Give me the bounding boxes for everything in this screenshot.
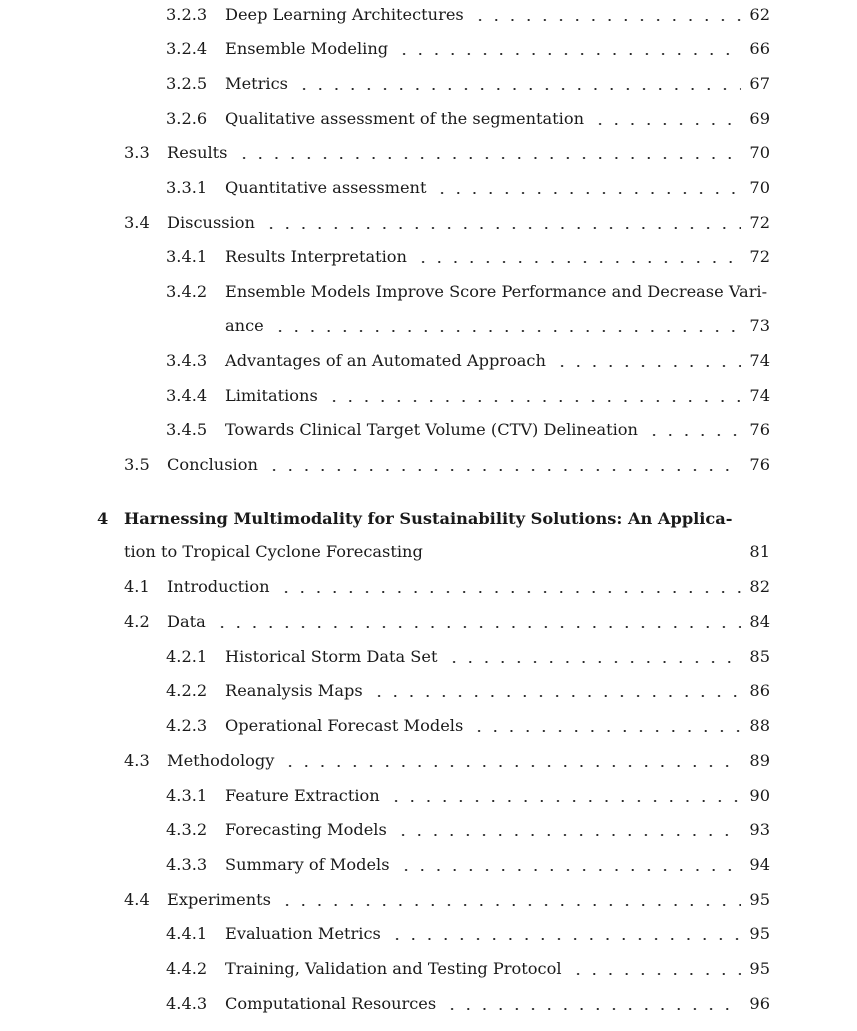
leader-dots — [0, 107, 857, 131]
leader-dots — [0, 72, 857, 96]
entry-number: 4.3 — [124, 751, 150, 770]
entry-title: Introduction — [167, 577, 270, 596]
toc-entry[interactable] — [0, 679, 857, 703]
toc-chapter-entry[interactable] — [0, 507, 857, 531]
leader-dots — [0, 3, 857, 27]
entry-title: Towards Clinical Target Volume (CTV) Delineation — [225, 420, 638, 439]
leader-dots — [0, 349, 857, 373]
entry-number: 4.3.1 — [166, 786, 208, 805]
toc-entry[interactable] — [0, 418, 857, 442]
toc-entry[interactable] — [0, 853, 857, 877]
entry-number: 3.4.3 — [166, 351, 208, 370]
entry-number: 4.4 — [124, 890, 150, 909]
toc-entry[interactable] — [0, 280, 857, 304]
toc-entry[interactable] — [0, 818, 857, 842]
entry-page-number: 72 — [749, 247, 770, 266]
leader-dots — [0, 922, 857, 946]
entry-page-number: 81 — [749, 542, 770, 561]
entry-page-number: 86 — [749, 681, 770, 700]
entry-page-number: 76 — [749, 420, 770, 439]
entry-number: 3.4.2 — [166, 282, 208, 301]
leader-dots — [0, 749, 857, 773]
entry-number: 4.3.3 — [166, 855, 208, 874]
entry-number: 3.4.4 — [166, 386, 208, 405]
entry-page-number: 95 — [749, 924, 770, 943]
leader-dots — [0, 714, 857, 738]
entry-page-number: 62 — [749, 5, 770, 24]
entry-page-number: 74 — [749, 386, 770, 405]
entry-page-number: 94 — [749, 855, 770, 874]
entry-title: Advantages of an Automated Approach — [225, 351, 546, 370]
toc-entry[interactable] — [0, 749, 857, 773]
toc-entry[interactable] — [0, 3, 857, 27]
entry-title: Data — [167, 612, 206, 631]
entry-title: Training, Validation and Testing Protocol — [225, 959, 562, 978]
toc-entry[interactable] — [0, 176, 857, 200]
entry-title: Metrics — [225, 74, 288, 93]
entry-page-number: 74 — [749, 351, 770, 370]
entry-title: Discussion — [167, 213, 255, 232]
toc-entry[interactable] — [0, 107, 857, 131]
leader-dots — [0, 818, 857, 842]
entry-title: Evaluation Metrics — [225, 924, 381, 943]
entry-title: Operational Forecast Models — [225, 716, 464, 735]
entry-page-number: 84 — [749, 612, 770, 631]
entry-title: Results — [167, 143, 228, 162]
leader-dots — [0, 211, 857, 235]
entry-page-number: 72 — [749, 213, 770, 232]
toc-entry[interactable] — [0, 141, 857, 165]
entry-title: Methodology — [167, 751, 275, 770]
entry-title: Ensemble Models Improve Score Performance and Decrease Vari- — [225, 282, 768, 301]
entry-number: 3.4.1 — [166, 247, 208, 266]
entry-title: Feature Extraction — [225, 786, 380, 805]
entry-page-number: 66 — [749, 39, 770, 58]
leader-dots — [0, 888, 857, 912]
toc-entry[interactable] — [0, 888, 857, 912]
entry-page-number: 69 — [749, 109, 770, 128]
leader-dots — [0, 679, 857, 703]
entry-title: Limitations — [225, 386, 318, 405]
entry-title: Computational Resources — [225, 994, 437, 1013]
leader-dots — [0, 141, 857, 165]
entry-title: Results Interpretation — [225, 247, 407, 266]
toc-entry[interactable] — [0, 784, 857, 808]
leader-dots — [0, 575, 857, 599]
leader-dots — [0, 610, 857, 634]
toc-entry[interactable] — [0, 714, 857, 738]
entry-title: Historical Storm Data Set — [225, 647, 438, 666]
toc-entry[interactable] — [0, 211, 857, 235]
toc-entry[interactable] — [0, 957, 857, 981]
entry-title: Deep Learning Architectures — [225, 5, 464, 24]
toc-entry[interactable] — [0, 992, 857, 1016]
leader-dots — [0, 957, 857, 981]
entry-title: Quantitative assessment — [225, 178, 427, 197]
entry-page-number: 95 — [749, 959, 770, 978]
entry-title: Summary of Models — [225, 855, 390, 874]
leader-dots — [0, 384, 857, 408]
toc-chapter-entry[interactable] — [0, 540, 857, 564]
entry-number: 4.3.2 — [166, 820, 208, 839]
leader-dots — [0, 784, 857, 808]
entry-number: 4.4.2 — [166, 959, 208, 978]
entry-page-number: 70 — [749, 143, 770, 162]
entry-number: 3.3 — [124, 143, 150, 162]
leader-dots — [0, 245, 857, 269]
entry-page-number: 76 — [749, 455, 770, 474]
entry-title: ance — [225, 316, 264, 335]
entry-number: 3.2.5 — [166, 74, 208, 93]
entry-number: 3.5 — [124, 455, 150, 474]
entry-number: 3.3.1 — [166, 178, 208, 197]
toc-entry[interactable] — [0, 645, 857, 669]
entry-page-number: 85 — [749, 647, 770, 666]
toc-entry[interactable] — [0, 453, 857, 477]
leader-dots — [0, 37, 857, 61]
entry-page-number: 90 — [749, 786, 770, 805]
entry-number: 3.4.5 — [166, 420, 208, 439]
entry-title: Experiments — [167, 890, 271, 909]
toc-entry[interactable] — [0, 72, 857, 96]
entry-number: 4.4.1 — [166, 924, 208, 943]
entry-title: Ensemble Modeling — [225, 39, 389, 58]
entry-number: 4 — [97, 509, 109, 528]
entry-number: 4.2.1 — [166, 647, 208, 666]
toc-entry[interactable] — [0, 245, 857, 269]
entry-title: tion to Tropical Cyclone Forecasting — [124, 542, 423, 561]
entry-page-number: 73 — [749, 316, 770, 335]
toc-entry[interactable] — [0, 575, 857, 599]
entry-page-number: 70 — [749, 178, 770, 197]
entry-number: 4.1 — [124, 577, 150, 596]
toc-entry[interactable] — [0, 314, 857, 338]
leader-dots — [0, 645, 857, 669]
entry-number: 3.2.6 — [166, 109, 208, 128]
leader-dots — [0, 853, 857, 877]
leader-dots — [0, 176, 857, 200]
entry-number: 3.2.3 — [166, 5, 208, 24]
entry-number: 3.4 — [124, 213, 150, 232]
entry-number: 4.2.2 — [166, 681, 208, 700]
entry-number: 4.2 — [124, 612, 150, 631]
entry-number: 4.4.3 — [166, 994, 208, 1013]
entry-page-number: 88 — [749, 716, 770, 735]
entry-page-number: 67 — [749, 74, 770, 93]
entry-page-number: 93 — [749, 820, 770, 839]
entry-number: 4.2.3 — [166, 716, 208, 735]
toc-entry[interactable] — [0, 349, 857, 373]
entry-title: Reanalysis Maps — [225, 681, 363, 700]
entry-page-number: 95 — [749, 890, 770, 909]
toc-entry[interactable] — [0, 610, 857, 634]
leader-dots — [0, 453, 857, 477]
entry-title: Conclusion — [167, 455, 258, 474]
entry-number: 3.2.4 — [166, 39, 208, 58]
toc-entry[interactable] — [0, 37, 857, 61]
entry-page-number: 96 — [749, 994, 770, 1013]
toc-entry[interactable] — [0, 922, 857, 946]
leader-dots — [0, 992, 857, 1016]
entry-page-number: 89 — [749, 751, 770, 770]
leader-dots — [0, 418, 857, 442]
entry-title: Harnessing Multimodality for Sustainability Solutions: An Applica- — [124, 509, 733, 528]
toc-entry[interactable] — [0, 384, 857, 408]
entry-page-number: 82 — [749, 577, 770, 596]
entry-title: Forecasting Models — [225, 820, 387, 839]
entry-title: Qualitative assessment of the segmentation — [225, 109, 585, 128]
leader-dots — [0, 314, 857, 338]
